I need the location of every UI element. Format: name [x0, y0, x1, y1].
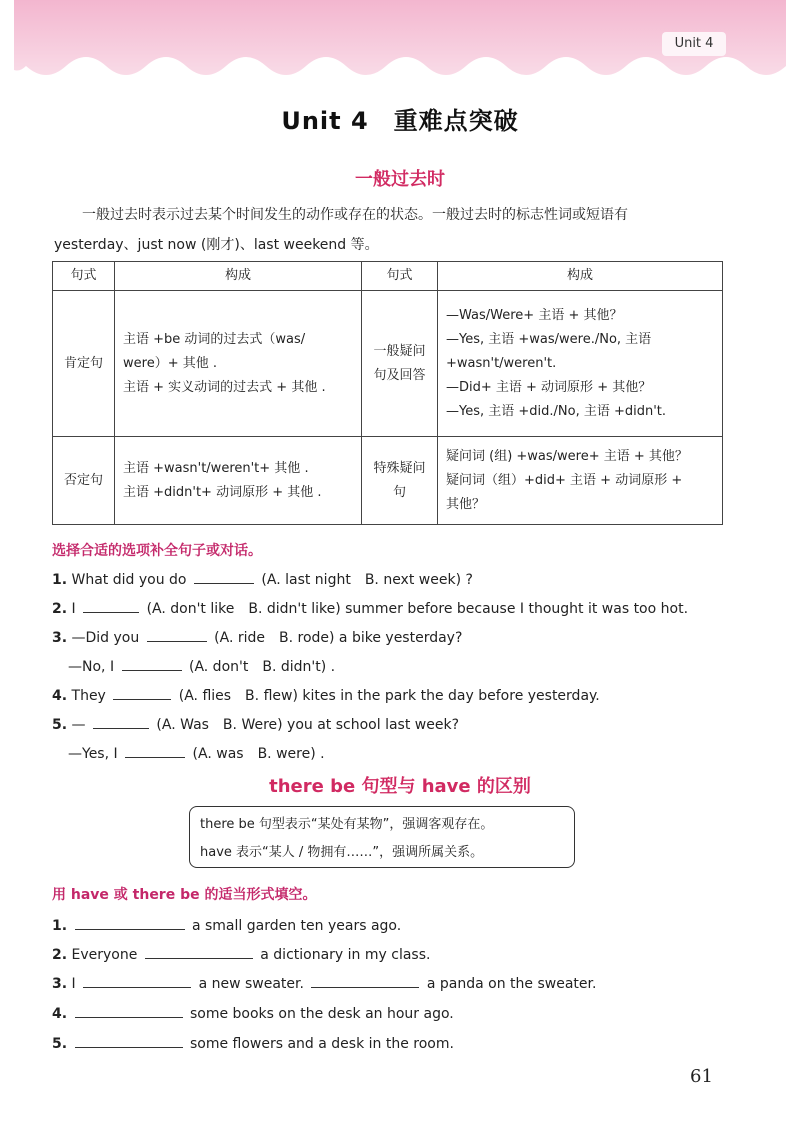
form-line: 主语 +be 动词的过去式（was/	[123, 331, 306, 347]
question-text: a panda on the sweater.	[426, 976, 597, 992]
question-text: a small garden ten years ago.	[191, 918, 402, 934]
question-text: —Did you	[71, 630, 140, 646]
form-line: 其他？	[446, 496, 486, 512]
form-line: —Yes, 主语 +was/were./No, 主语	[446, 331, 652, 347]
question-text: —	[71, 717, 86, 733]
question-options: (A. don't like B. didn't like) summer before because I thought it was too hot.	[146, 601, 689, 617]
rule-line-2: have 表示“某人 / 物拥有……”，强调所属关系。	[200, 845, 484, 860]
form-line: —Was/Were+ 主语 + 其他？	[446, 307, 623, 323]
exercise-2-question-2	[52, 944, 430, 963]
form-line: 疑问词 (组) +was/were+ 主语 + 其他？	[446, 448, 688, 464]
question-number: 2.	[52, 947, 68, 963]
rule-line-1: there be 句型表示“某处有某物”，强调客观存在。	[200, 817, 494, 832]
question-text: a new sweater.	[198, 976, 304, 992]
form-line: —Yes, 主语 +did./No, 主语 +didn't.	[446, 403, 667, 419]
question-text: a dictionary in my class.	[260, 947, 431, 963]
intro-line-2: yesterday、just now (刚才)、last weekend 等。	[54, 237, 379, 253]
question-number: 2.	[52, 601, 68, 617]
page-number: 61	[690, 1066, 713, 1087]
answer-blank[interactable]	[113, 685, 171, 700]
table-cell-type: 一般疑问句及回答	[362, 291, 438, 437]
form-line: 主语 + 实义动词的过去式 + 其他 .	[123, 379, 326, 395]
question-number: 1.	[52, 918, 68, 934]
rule-box	[189, 806, 575, 868]
question-text: What did you do	[71, 572, 187, 588]
exercise-1-instruction: 选择合适的选项补全句子或对话。	[52, 543, 262, 559]
table-cell-type: 特殊疑问句	[362, 437, 438, 525]
intro-paragraph	[54, 200, 734, 260]
answer-blank[interactable]	[83, 973, 191, 988]
unit-tab: Unit 4	[662, 32, 726, 56]
question-options: (A. last night B. next week) ?	[261, 572, 473, 588]
exercise-2-question-1	[52, 915, 401, 934]
form-line: 主语 +wasn't/weren't+ 其他 .	[123, 460, 309, 476]
question-options: (A. ride B. rode) a bike yesterday?	[214, 630, 463, 646]
question-options: (A. don't B. didn't) .	[188, 659, 336, 675]
exercise-2-instruction: 用 have 或 there be 的适当形式填空。	[52, 887, 317, 903]
table-cell-type: 否定句	[53, 437, 115, 525]
table-header-cell: 构成	[115, 262, 362, 291]
exercise-1-question-2	[52, 598, 688, 618]
question-number: 5.	[52, 717, 68, 733]
exercise-1-question-5a	[52, 714, 459, 734]
exercise-2-question-4	[52, 1003, 454, 1022]
form-line: 主语 +didn't+ 动词原形 + 其他 .	[123, 484, 322, 500]
answer-blank[interactable]	[145, 944, 253, 959]
grammar-table	[52, 261, 723, 525]
question-text: some books on the desk an hour ago.	[189, 1006, 454, 1022]
answer-blank[interactable]	[83, 598, 139, 613]
table-cell-form	[115, 437, 362, 525]
intro-line-1: 一般过去时表示过去某个时间发生的动作或存在的状态。一般过去时的标志性词或短语有	[82, 207, 628, 223]
question-options: (A. was B. were) .	[192, 746, 325, 762]
table-header-cell: 句式	[362, 262, 438, 291]
question-text: I	[71, 976, 76, 992]
table-cell-form	[438, 291, 723, 437]
answer-blank[interactable]	[125, 743, 185, 758]
form-line: 疑问词（组）+did+ 主语 + 动词原形 +	[446, 472, 683, 488]
question-text: —Yes, I	[68, 746, 118, 762]
table-cell-form	[438, 437, 723, 525]
form-line: —Did+ 主语 + 动词原形 + 其他？	[446, 379, 652, 395]
table-cell-form	[115, 291, 362, 437]
exercise-2-question-5	[52, 1033, 454, 1052]
answer-blank[interactable]	[75, 1003, 183, 1018]
page-title: Unit 4 重难点突破	[281, 107, 519, 135]
table-row	[53, 291, 723, 437]
table-row	[53, 437, 723, 525]
question-text: They	[71, 688, 106, 704]
form-line: were）+ 其他 .	[123, 355, 217, 371]
section-title-past-tense: 一般过去时	[355, 169, 445, 190]
question-number: 3.	[52, 630, 68, 646]
exercise-1-question-1	[52, 569, 473, 589]
question-text: Everyone	[71, 947, 138, 963]
table-cell-type: 肯定句	[53, 291, 115, 437]
answer-blank[interactable]	[93, 714, 149, 729]
exercise-2-question-3	[52, 973, 596, 992]
answer-blank[interactable]	[194, 569, 254, 584]
question-number: 4.	[52, 688, 68, 704]
exercise-1-question-3b	[68, 656, 335, 676]
table-header-cell: 句式	[53, 262, 115, 291]
table-header-row	[53, 262, 723, 291]
form-line: +wasn't/weren't.	[446, 355, 557, 371]
question-number: 5.	[52, 1036, 68, 1052]
answer-blank[interactable]	[147, 627, 207, 642]
table-header-cell: 构成	[438, 262, 723, 291]
question-text: I	[71, 601, 76, 617]
question-text: —No, I	[68, 659, 115, 675]
answer-blank[interactable]	[122, 656, 182, 671]
question-number: 4.	[52, 1006, 68, 1022]
question-options: (A. Was B. Were) you at school last week?	[156, 717, 459, 733]
question-options: (A. flies B. flew) kites in the park the day before yesterday.	[178, 688, 600, 704]
exercise-1-question-3a	[52, 627, 462, 647]
question-text: some flowers and a desk in the room.	[189, 1036, 454, 1052]
exercise-1-question-4	[52, 685, 600, 705]
question-number: 1.	[52, 572, 68, 588]
answer-blank[interactable]	[75, 1033, 183, 1048]
question-number: 3.	[52, 976, 68, 992]
exercise-1-question-5b	[68, 743, 325, 763]
section-title-there-be-have: there be 句型与 have 的区别	[269, 776, 531, 797]
answer-blank[interactable]	[311, 973, 419, 988]
answer-blank[interactable]	[75, 915, 185, 930]
